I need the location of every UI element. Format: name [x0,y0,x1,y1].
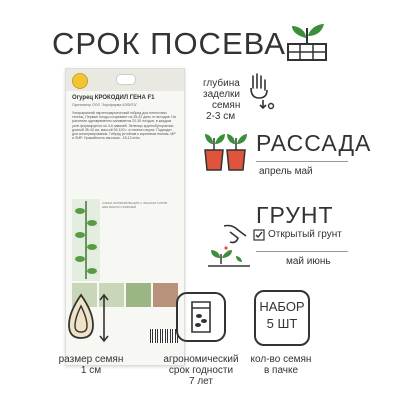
checkbox-checked-icon [253,229,265,241]
seedling-title: РАССАДА [256,130,372,156]
ground-open-label: Открытый грунт [268,229,342,240]
depth-value: 2-3 см [206,111,236,122]
packet-description: Ультраранний партенокарпический гибрид для пленочных теплиц. Первые плоды созревают на 35-42 день от всходов. На растении одновременно наливается 20-30 плодов, в каждом узле формируется по 4-6 завязей. Зеленцы крупнобугорчатые, длиной 35-40 см, массой 90-100 г, отличного вкуса. Подходит для консервирования. Гибрид устойчив к корневым гнилям, МР и ЛМР. Урожайность высокая - 18-12 кг/м². [72,111,176,141]
planting-hand-icon [245,72,277,112]
packet-hang-hole [116,74,136,85]
ground-sowing-icon [206,222,252,272]
ground-months: май июнь [286,256,331,267]
depth-label-1: глубина [203,78,240,89]
size-arrow-icon [98,292,110,344]
seed-size-value: 1 см [80,365,102,376]
page-title: СРОК ПОСЕВА [52,26,286,61]
packet-product-name: Огурец КРОКОДИЛ ГЕНА F1 [72,95,155,101]
shelf-life-value: 7 лет [189,376,213,387]
seed-size-icon [66,292,96,342]
count-label-1: кол-во семян [250,354,312,365]
packet-originator: Оригинатор ООО "Агрофирма АЭЛИТА" [72,103,138,107]
brand-logo-icon [72,73,88,89]
depth-label-3: семян [212,100,241,111]
packet-plant-scheme [72,199,100,281]
seedling-months: апрель май [259,166,313,177]
seed-size-label: размер семян [58,354,124,365]
seedling-pots-icon [203,128,249,174]
count-badge-value: 5 ШТ [266,316,298,331]
ground-divider [256,251,348,252]
packet-scheme-text: СХЕМА ФОРМИРОВАНИЯ С ЗОНАМИ ТИПОВ ЦВЕТЕНИЯ И ЗАВЯЗЕЙ [102,201,168,209]
seedling-grid-icon [284,18,330,64]
seed-packet-icon [174,290,228,344]
depth-label-2: заделки [203,89,241,100]
ground-title: ГРУНТ [256,202,334,228]
seedling-divider [256,161,348,162]
count-label-2: в пачке [263,365,299,376]
packet-photo [126,283,151,307]
count-badge-title: НАБОР [259,299,305,314]
cucumber-vine-icon [72,199,100,281]
shelf-life-label-2: срок годности [168,365,234,376]
shelf-life-label-1: агрономический [163,354,239,365]
